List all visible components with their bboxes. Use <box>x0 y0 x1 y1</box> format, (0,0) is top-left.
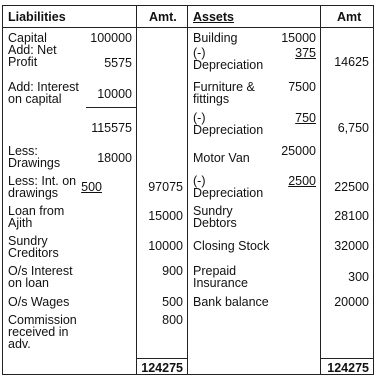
bank-balance-value: 20000 <box>334 295 369 309</box>
building-net-value: 14625 <box>334 55 369 69</box>
assets-total: 124275 <box>327 361 369 375</box>
sundry-debtors-value: 28100 <box>334 209 369 223</box>
furniture-net-value: 6,750 <box>337 121 369 135</box>
motor-net-value: 22500 <box>334 180 369 194</box>
motor-van-label: Motor Van <box>193 151 250 165</box>
prepaid-insurance-label: Prepaid Insurance <box>193 264 248 290</box>
commission-label: Commission received in adv. <box>8 313 77 351</box>
capital-value: 100000 <box>90 31 132 45</box>
bank-balance-label: Bank balance <box>193 295 269 309</box>
commission-value: 800 <box>162 313 183 327</box>
table-border-bottom <box>2 374 374 375</box>
capital-net-value: 97075 <box>148 180 183 194</box>
net-profit-value: 5575 <box>104 56 132 70</box>
motor-depreciation-value: 2500 <box>288 174 316 188</box>
interest-on-drawings-label: Less: Int. on drawings <box>8 174 77 200</box>
closing-stock-label: Closing Stock <box>193 239 270 253</box>
drawings-value: 18000 <box>97 151 132 165</box>
building-label: Building <box>193 31 238 45</box>
net-profit-label: Add: Net Profit <box>8 43 57 69</box>
sundry-debtors-label: Sundry Debtors <box>193 204 237 230</box>
table-border-left <box>2 5 3 374</box>
building-depreciation-value: 375 <box>295 46 316 60</box>
os-interest-label: O/s Interest on loan <box>8 264 73 290</box>
sundry-creditors-value: 10000 <box>148 239 183 253</box>
subtotal-rule <box>86 107 136 108</box>
furniture-value: 7500 <box>288 80 316 94</box>
interest-on-drawings-value: 500 <box>81 180 102 194</box>
column-divider <box>187 5 188 374</box>
capital-subtotal: 115575 <box>91 121 132 135</box>
interest-on-capital-label: Add: Interest on capital <box>8 80 79 106</box>
os-wages-label: O/s Wages <box>8 295 70 309</box>
loan-label: Loan from Ajith <box>8 204 65 230</box>
furniture-label: Furniture & fittings <box>193 80 255 106</box>
sundry-creditors-label: Sundry Creditors <box>8 234 59 260</box>
assets-heading: Assets <box>193 10 234 24</box>
table-border-top <box>2 5 374 6</box>
header-divider <box>2 27 374 28</box>
building-value: 15000 <box>281 31 316 45</box>
amount-heading-left: Amt. <box>149 10 177 24</box>
liabilities-total: 124275 <box>141 361 183 375</box>
loan-value: 15000 <box>148 209 183 223</box>
interest-on-capital-value: 10000 <box>97 87 132 101</box>
motor-van-value: 25000 <box>281 144 316 158</box>
furniture-depreciation-label: (-) Depreciation <box>193 111 264 137</box>
os-wages-value: 500 <box>162 295 183 309</box>
building-depreciation-label: (-) Depreciation <box>193 46 264 72</box>
table-border-right <box>373 5 374 374</box>
furniture-depreciation-value: 750 <box>295 111 316 125</box>
total-rule-right <box>320 358 373 359</box>
capital-label: Capital <box>8 31 47 45</box>
motor-depreciation-label: (-) Depreciation <box>193 174 264 200</box>
liabilities-heading: Liabilities <box>8 10 66 24</box>
closing-stock-value: 32000 <box>334 239 369 253</box>
prepaid-insurance-value: 300 <box>348 270 369 284</box>
drawings-label: Less: Drawings <box>8 144 61 170</box>
os-interest-value: 900 <box>162 264 183 278</box>
amount-heading-right: Amt <box>337 10 362 24</box>
total-rule-left <box>136 358 187 359</box>
